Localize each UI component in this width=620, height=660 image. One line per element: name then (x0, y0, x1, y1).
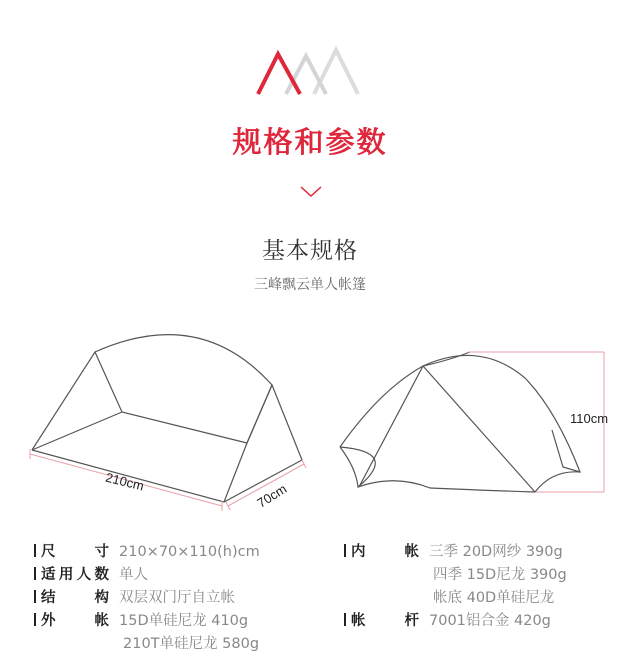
spec-label: 尺寸 (41, 544, 109, 560)
spec-value: 三季 20D网纱 390g (429, 544, 563, 560)
spec-value-continued: 210T单硅尼龙 580g (123, 636, 260, 652)
spec-label: 帐杆 (351, 613, 419, 629)
spec-value: 210×70×110(h)cm (119, 544, 260, 560)
tent-diagram (0, 320, 620, 525)
spec-row-outer-tent (34, 609, 248, 630)
spec-row-inner-tent (344, 540, 563, 561)
bullet-bar (34, 613, 36, 626)
spec-label: 适用人数 (41, 567, 109, 583)
spec-row-structure (34, 586, 235, 607)
tent-front-view (340, 352, 580, 492)
spec-label: 外帐 (41, 613, 109, 629)
spec-value: 双层双门厅自立帐 (119, 590, 235, 606)
length-label: 210cm (103, 469, 146, 494)
page-title: 规格和参数 (232, 125, 388, 159)
spec-value: 单人 (119, 567, 148, 583)
spec-row-poles (344, 609, 551, 630)
chevron-down-icon (300, 186, 322, 198)
bullet-bar (34, 567, 36, 580)
bullet-bar (34, 544, 36, 557)
product-name: 三峰飘云单人帐篷 (254, 277, 366, 293)
spec-value: 7001铝合金 420g (429, 613, 551, 629)
height-label: 110cm (570, 411, 609, 426)
spec-value: 15D单硅尼龙 410g (119, 613, 249, 629)
tent-side-view (32, 335, 302, 502)
width-label: 70cm (254, 481, 290, 511)
spec-row-size (34, 540, 260, 561)
bullet-bar (344, 613, 346, 626)
spec-label: 结构 (41, 590, 109, 606)
bullet-bar (344, 544, 346, 557)
spec-value-continued: 四季 15D尼龙 390g (433, 567, 567, 583)
spec-value-continued: 帐底 40D单硅尼龙 (433, 590, 555, 606)
spec-label: 内帐 (351, 544, 419, 560)
section-heading: 基本规格 (262, 238, 358, 264)
bullet-bar (34, 590, 36, 603)
spec-row-capacity (34, 563, 148, 584)
mountain-logo-icon (254, 44, 366, 96)
